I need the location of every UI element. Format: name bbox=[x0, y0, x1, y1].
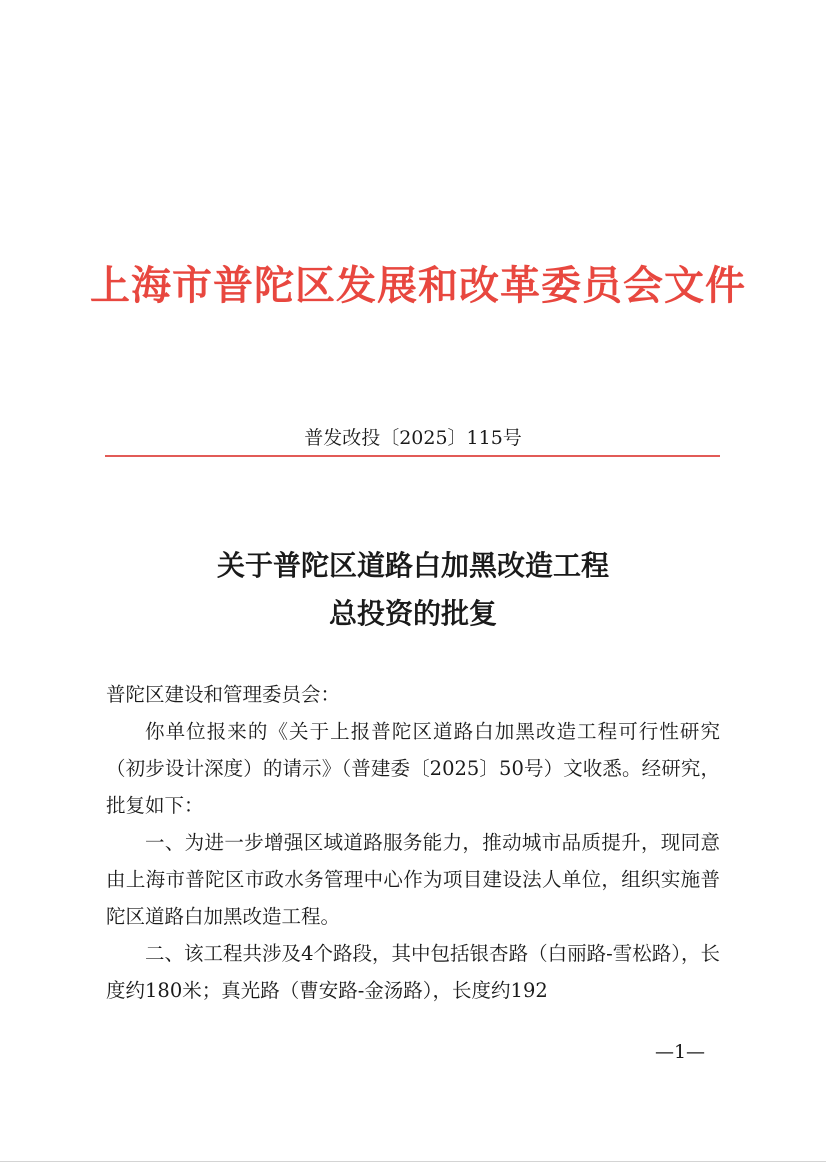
title-line-2: 总投资的批复 bbox=[328, 597, 497, 630]
document-number: 普发改投〔2025〕115号 bbox=[304, 427, 522, 449]
document-title bbox=[0, 542, 826, 638]
document-body bbox=[106, 676, 720, 1009]
red-separator-line bbox=[105, 455, 720, 457]
body-paragraph-1: 你单位报来的《关于上报普陀区道路白加黑改造工程可行性研究（初步设计深度）的请示》（普建委〔2025〕50号）文收悉。经研究，批复如下： bbox=[106, 720, 720, 817]
body-paragraph-2: 一、为进一步增强区域道路服务能力，推动城市品质提升，现同意由上海市普陀区市政水务管理中心作为项目建设法人单位，组织实施普陀区道路白加黑改造工程。 bbox=[106, 831, 720, 928]
issuing-authority-header: 上海市普陀区发展和改革委员会文件 bbox=[90, 262, 746, 309]
salutation: 普陀区建设和管理委员会： bbox=[106, 683, 341, 706]
scan-bottom-edge bbox=[0, 1161, 826, 1162]
title-line-1: 关于普陀区道路白加黑改造工程 bbox=[216, 549, 609, 582]
page-number: —1— bbox=[654, 1041, 706, 1063]
body-paragraph-3: 二、该工程共涉及4个路段，其中包括银杏路（白丽路-雪松路），长度约180米；真光路（曹安路-金汤路），长度约192 bbox=[106, 942, 720, 1002]
